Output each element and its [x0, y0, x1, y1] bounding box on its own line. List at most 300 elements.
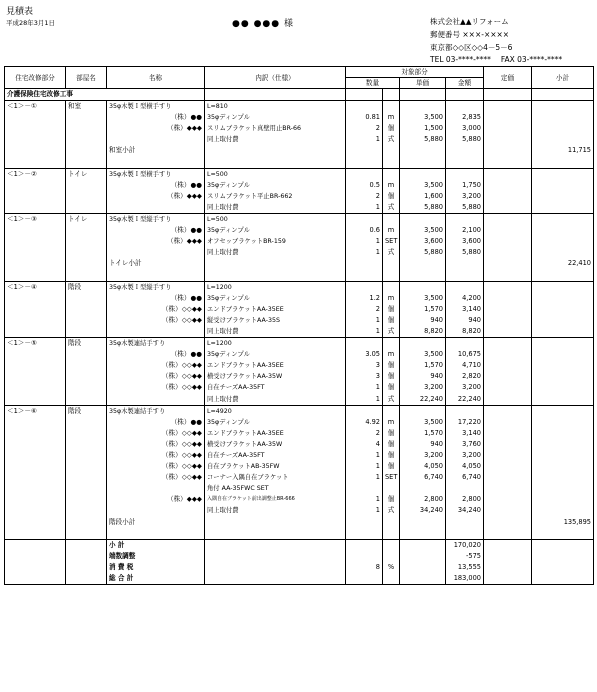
room-cell: トイレ — [66, 168, 107, 180]
item-spec: L=810 — [205, 101, 346, 113]
part-cell — [5, 349, 66, 360]
total-amount: 170,020 — [446, 539, 484, 551]
room-cell: 階段 — [66, 281, 107, 293]
total-amount: 183,000 — [446, 573, 484, 585]
item-spec: 角付 AA-35FWC SET — [205, 483, 346, 494]
item-qty: 1 — [346, 450, 383, 461]
item-name — [107, 247, 205, 258]
fixed-price-cell — [484, 315, 532, 326]
item-name: （株）◇◇◆◆ — [107, 360, 205, 371]
line-item-row — [5, 293, 594, 304]
unit-price-cell — [400, 551, 446, 562]
total-label: 総 合 計 — [107, 573, 205, 585]
subtotal-row — [5, 517, 594, 528]
unit-cell — [383, 551, 400, 562]
empty-cell — [446, 528, 484, 540]
item-unit-price: 5,880 — [400, 202, 446, 214]
item-qty — [346, 101, 383, 113]
line-item-row — [5, 505, 594, 516]
fixed-price-cell — [484, 360, 532, 371]
subtotal-value: 22,410 — [532, 258, 594, 269]
part-cell — [5, 112, 66, 123]
item-amount — [446, 338, 484, 350]
part-cell — [5, 134, 66, 145]
item-amount — [446, 281, 484, 293]
item-name — [107, 134, 205, 145]
qty-cell — [346, 539, 383, 551]
item-unit: 式 — [383, 326, 400, 338]
empty-cell — [400, 528, 446, 540]
item-unit-price: 940 — [400, 439, 446, 450]
item-unit: m — [383, 112, 400, 123]
fixed-price-cell — [484, 225, 532, 236]
room-cell — [66, 439, 107, 450]
room-cell — [66, 349, 107, 360]
item-amount: 3,140 — [446, 304, 484, 315]
empty-cell — [383, 528, 400, 540]
fixed-price-cell — [484, 191, 532, 202]
item-qty: 1 — [346, 472, 383, 483]
qty-cell — [346, 89, 383, 101]
item-name: （株）◇◇◆◆ — [107, 461, 205, 472]
unit-cell — [383, 145, 400, 156]
item-unit-price: 3,200 — [400, 382, 446, 393]
item-amount: 3,200 — [446, 191, 484, 202]
item-unit: 個 — [383, 315, 400, 326]
line-item-row — [5, 483, 594, 494]
item-name: （株）●● — [107, 417, 205, 428]
empty-cell — [484, 270, 532, 282]
line-item-row — [5, 315, 594, 326]
item-qty — [346, 281, 383, 293]
item-unit-price: 1,570 — [400, 360, 446, 371]
part-cell — [5, 562, 66, 573]
fixed-price-cell — [484, 562, 532, 573]
item-name — [107, 326, 205, 338]
part-cell — [5, 258, 66, 269]
item-qty: 2 — [346, 123, 383, 134]
room-cell — [66, 247, 107, 258]
subtotal-label: トイレ小計 — [107, 258, 205, 269]
item-qty — [346, 214, 383, 226]
line-item-row — [5, 417, 594, 428]
subtotal-cell — [532, 573, 594, 585]
total-row — [5, 573, 594, 585]
empty-cell — [205, 157, 346, 169]
line-item-row — [5, 472, 594, 483]
part-cell — [5, 494, 66, 505]
unit-price-cell — [400, 145, 446, 156]
part-cell — [5, 551, 66, 562]
item-spec: 自在チーズAA-35FT — [205, 382, 346, 393]
fixed-price-cell — [484, 326, 532, 338]
empty-cell — [66, 157, 107, 169]
room-cell — [66, 202, 107, 214]
total-label: 小 計 — [107, 539, 205, 551]
line-item-row — [5, 134, 594, 145]
item-unit: 個 — [383, 371, 400, 382]
item-qty: 1 — [346, 315, 383, 326]
fixed-price-cell — [484, 472, 532, 483]
line-item-row — [5, 494, 594, 505]
item-unit: SET — [383, 236, 400, 247]
item-unit-price: 22,240 — [400, 394, 446, 406]
part-cell: ＜1＞－① — [5, 101, 66, 113]
room-cell — [66, 394, 107, 406]
item-name: （株）◆◆◆ — [107, 191, 205, 202]
item-amount: 940 — [446, 315, 484, 326]
part-cell: ＜1＞－④ — [5, 281, 66, 293]
line-item-row — [5, 123, 594, 134]
item-name: （株）◇◇◆◆ — [107, 472, 205, 483]
room-cell — [66, 461, 107, 472]
fixed-price-cell — [484, 483, 532, 494]
unit-price-cell — [400, 562, 446, 573]
part-cell — [5, 225, 66, 236]
line-item-row — [5, 439, 594, 450]
item-unit-price: 3,500 — [400, 293, 446, 304]
item-qty: 1 — [346, 326, 383, 338]
subtotal-row — [5, 258, 594, 269]
item-spec: 同上取付費 — [205, 394, 346, 406]
fixed-price-cell — [484, 505, 532, 516]
fixed-price-cell — [484, 349, 532, 360]
room-cell — [66, 472, 107, 483]
item-amount: 1,750 — [446, 180, 484, 191]
amount-cell — [446, 258, 484, 269]
room-cell — [66, 450, 107, 461]
empty-cell — [532, 528, 594, 540]
empty-cell — [400, 157, 446, 169]
spec-cell — [205, 517, 346, 528]
item-amount: 2,800 — [446, 494, 484, 505]
subtotal-cell — [532, 382, 594, 393]
qty-cell — [346, 145, 383, 156]
item-unit — [383, 405, 400, 417]
item-unit: m — [383, 417, 400, 428]
col-target-header: 対象部分 — [346, 67, 484, 78]
item-name: （株）◇◇◆◆ — [107, 450, 205, 461]
subtotal-cell — [532, 101, 594, 113]
item-qty: 1 — [346, 247, 383, 258]
line-item-row — [5, 428, 594, 439]
line-item-row — [5, 461, 594, 472]
spec-cell — [205, 89, 346, 101]
item-name: （株）◇◇◆◆ — [107, 428, 205, 439]
fixed-price-cell — [484, 394, 532, 406]
unit-cell — [383, 539, 400, 551]
part-cell — [5, 145, 66, 156]
col-amount-header: 金額 — [446, 78, 484, 89]
item-spec: 縦受けブラケットAA-35S — [205, 315, 346, 326]
empty-cell — [532, 157, 594, 169]
empty-cell — [346, 270, 383, 282]
fixed-price-cell — [484, 247, 532, 258]
subtotal-cell — [532, 112, 594, 123]
room-cell — [66, 428, 107, 439]
qty-cell — [346, 517, 383, 528]
room-cell — [66, 304, 107, 315]
col-part-header: 住宅改修部分 — [5, 67, 66, 89]
subtotal-cell — [532, 551, 594, 562]
item-name: （株）◆◆◆ — [107, 236, 205, 247]
item-spec: 35φディンプル — [205, 293, 346, 304]
item-name: （株）●● — [107, 180, 205, 191]
empty-cell — [446, 157, 484, 169]
estimate-rows — [5, 89, 594, 585]
col-subtotal-header: 小計 — [532, 67, 594, 89]
item-spec: エンドブラケットAA-35EE — [205, 428, 346, 439]
item-unit-price: 940 — [400, 371, 446, 382]
company-tel: TEL 03-****-**** — [430, 55, 491, 65]
subtotal-cell — [532, 439, 594, 450]
unit-cell — [383, 89, 400, 101]
subtotal-cell — [532, 304, 594, 315]
item-unit-price: 3,500 — [400, 225, 446, 236]
room-cell: 階段 — [66, 338, 107, 350]
empty-cell — [5, 528, 66, 540]
part-cell: ＜1＞－② — [5, 168, 66, 180]
fixed-price-cell — [484, 180, 532, 191]
company-fax: FAX 03-****-**** — [500, 55, 563, 65]
fixed-price-cell — [484, 428, 532, 439]
item-name: （株）◇◇◆◆ — [107, 315, 205, 326]
room-cell — [66, 134, 107, 145]
line-item-row — [5, 281, 594, 293]
subtotal-row — [5, 145, 594, 156]
fixed-price-cell — [484, 461, 532, 472]
item-unit: 個 — [383, 360, 400, 371]
room-cell — [66, 494, 107, 505]
item-spec: 35φディンプル — [205, 180, 346, 191]
item-unit-price: 6,740 — [400, 472, 446, 483]
part-cell — [5, 360, 66, 371]
item-unit-price: 2,800 — [400, 494, 446, 505]
total-row — [5, 539, 594, 551]
fixed-price-cell — [484, 450, 532, 461]
item-amount — [446, 214, 484, 226]
item-amount: 8,820 — [446, 326, 484, 338]
item-unit-price: 3,500 — [400, 180, 446, 191]
part-cell: ＜1＞－③ — [5, 214, 66, 226]
item-unit: SET — [383, 472, 400, 483]
subtotal-cell — [532, 349, 594, 360]
item-qty: 0.6 — [346, 225, 383, 236]
subtotal-value: 135,895 — [532, 517, 594, 528]
item-amount — [446, 483, 484, 494]
item-amount: 3,200 — [446, 382, 484, 393]
room-cell — [66, 236, 107, 247]
item-amount — [446, 405, 484, 417]
item-unit: 個 — [383, 494, 400, 505]
item-unit: 個 — [383, 461, 400, 472]
total-amount: 13,555 — [446, 562, 484, 573]
item-unit: 個 — [383, 450, 400, 461]
fixed-price-cell — [484, 371, 532, 382]
line-item-row — [5, 247, 594, 258]
fixed-price-cell — [484, 123, 532, 134]
subtotal-cell — [532, 360, 594, 371]
item-unit-price: 3,200 — [400, 450, 446, 461]
item-amount: 22,240 — [446, 394, 484, 406]
item-amount: 3,200 — [446, 450, 484, 461]
item-amount: 17,220 — [446, 417, 484, 428]
item-unit — [383, 281, 400, 293]
part-cell — [5, 483, 66, 494]
part-cell — [5, 326, 66, 338]
fixed-price-cell — [484, 236, 532, 247]
empty-cell — [5, 157, 66, 169]
item-name: （株）◇◇◆◆ — [107, 439, 205, 450]
subtotal-cell — [532, 225, 594, 236]
item-unit: 個 — [383, 304, 400, 315]
item-qty: 4.92 — [346, 417, 383, 428]
item-spec: 横受けブラケットAA-35W — [205, 371, 346, 382]
item-unit — [383, 101, 400, 113]
item-qty: 3.05 — [346, 349, 383, 360]
part-cell — [5, 180, 66, 191]
estimate-table — [4, 66, 594, 585]
subtotal-cell — [532, 450, 594, 461]
subtotal-cell — [532, 236, 594, 247]
item-unit-price: 3,600 — [400, 236, 446, 247]
item-amount: 3,760 — [446, 439, 484, 450]
unit-cell — [383, 573, 400, 585]
item-unit-price: 34,240 — [400, 505, 446, 516]
part-cell — [5, 573, 66, 585]
unit-price-cell — [400, 573, 446, 585]
room-cell — [66, 382, 107, 393]
item-amount: 5,880 — [446, 134, 484, 145]
item-spec: コーナー入隅自在ブラケット — [205, 472, 346, 483]
fixed-price-cell — [484, 101, 532, 113]
room-cell — [66, 539, 107, 551]
subtotal-label: 和室小計 — [107, 145, 205, 156]
subtotal-label: 階段小計 — [107, 517, 205, 528]
spec-cell — [205, 258, 346, 269]
line-item-row — [5, 360, 594, 371]
item-spec: 35φディンプル — [205, 112, 346, 123]
item-spec: 35φディンプル — [205, 417, 346, 428]
subtotal-cell — [532, 428, 594, 439]
document-title: 見積表 — [6, 7, 34, 17]
item-qty: 1 — [346, 394, 383, 406]
room-cell: 和室 — [66, 101, 107, 113]
item-qty — [346, 168, 383, 180]
part-cell — [5, 123, 66, 134]
item-amount: 34,240 — [446, 505, 484, 516]
item-unit-price: 4,050 — [400, 461, 446, 472]
item-unit-price — [400, 214, 446, 226]
item-spec: L=500 — [205, 168, 346, 180]
room-cell — [66, 360, 107, 371]
unit-cell: % — [383, 562, 400, 573]
customer-name: ●● ●●● 様 — [232, 19, 294, 29]
item-spec: 同上取付費 — [205, 134, 346, 145]
qty-cell — [346, 258, 383, 269]
item-amount: 2,100 — [446, 225, 484, 236]
part-cell — [5, 472, 66, 483]
line-item-row — [5, 304, 594, 315]
empty-cell — [484, 157, 532, 169]
part-cell: ＜1＞－⑤ — [5, 338, 66, 350]
spec-cell — [205, 145, 346, 156]
item-name: （株）●● — [107, 225, 205, 236]
total-amount: -575 — [446, 551, 484, 562]
item-name: （株）◆◆◆ — [107, 123, 205, 134]
item-spec: 自在ブラケットAB-35FW — [205, 461, 346, 472]
item-amount — [446, 168, 484, 180]
empty-cell — [383, 157, 400, 169]
item-spec: 入隅自在ブラケット前出調整止BR-666 — [205, 494, 346, 505]
room-cell: トイレ — [66, 214, 107, 226]
line-item-row — [5, 168, 594, 180]
item-unit — [383, 483, 400, 494]
room-cell — [66, 573, 107, 585]
empty-cell — [484, 528, 532, 540]
item-name: 35φ木製Ｉ型縦手すり — [107, 281, 205, 293]
item-amount: 3,600 — [446, 236, 484, 247]
item-unit: 式 — [383, 394, 400, 406]
item-unit-price — [400, 281, 446, 293]
item-spec: L=1200 — [205, 281, 346, 293]
item-name: 35φ木製Ｉ型横手すり — [107, 101, 205, 113]
fixed-price-cell — [484, 417, 532, 428]
company-postal: 郵便番号 ×××-×××× — [430, 29, 510, 39]
subtotal-cell — [532, 123, 594, 134]
item-unit — [383, 214, 400, 226]
item-qty: 1 — [346, 494, 383, 505]
item-qty: 3 — [346, 360, 383, 371]
line-item-row — [5, 405, 594, 417]
item-amount: 4,710 — [446, 360, 484, 371]
subtotal-cell — [532, 281, 594, 293]
item-name: （株）●● — [107, 349, 205, 360]
item-spec: エンドブラケットAA-35EE — [205, 360, 346, 371]
room-cell — [66, 180, 107, 191]
subtotal-value: 11,715 — [532, 145, 594, 156]
room-cell — [66, 112, 107, 123]
part-cell — [5, 439, 66, 450]
part-cell — [5, 382, 66, 393]
room-cell — [66, 371, 107, 382]
item-qty — [346, 338, 383, 350]
empty-cell — [205, 528, 346, 540]
room-cell — [66, 258, 107, 269]
item-qty: 1 — [346, 236, 383, 247]
part-cell — [5, 304, 66, 315]
part-cell — [5, 202, 66, 214]
item-unit: 式 — [383, 134, 400, 145]
item-unit: 式 — [383, 505, 400, 516]
item-qty: 1 — [346, 505, 383, 516]
subtotal-cell — [532, 394, 594, 406]
item-qty: 1.2 — [346, 293, 383, 304]
room-cell — [66, 505, 107, 516]
spec-cell — [205, 539, 346, 551]
item-qty: 0.81 — [346, 112, 383, 123]
item-unit-price: 5,880 — [400, 134, 446, 145]
item-spec: L=4920 — [205, 405, 346, 417]
qty-cell: 8 — [346, 562, 383, 573]
unit-price-cell — [400, 539, 446, 551]
subtotal-cell — [532, 405, 594, 417]
subtotal-cell — [532, 371, 594, 382]
item-qty: 2 — [346, 428, 383, 439]
item-amount: 10,675 — [446, 349, 484, 360]
subtotal-cell — [532, 247, 594, 258]
room-cell — [66, 517, 107, 528]
